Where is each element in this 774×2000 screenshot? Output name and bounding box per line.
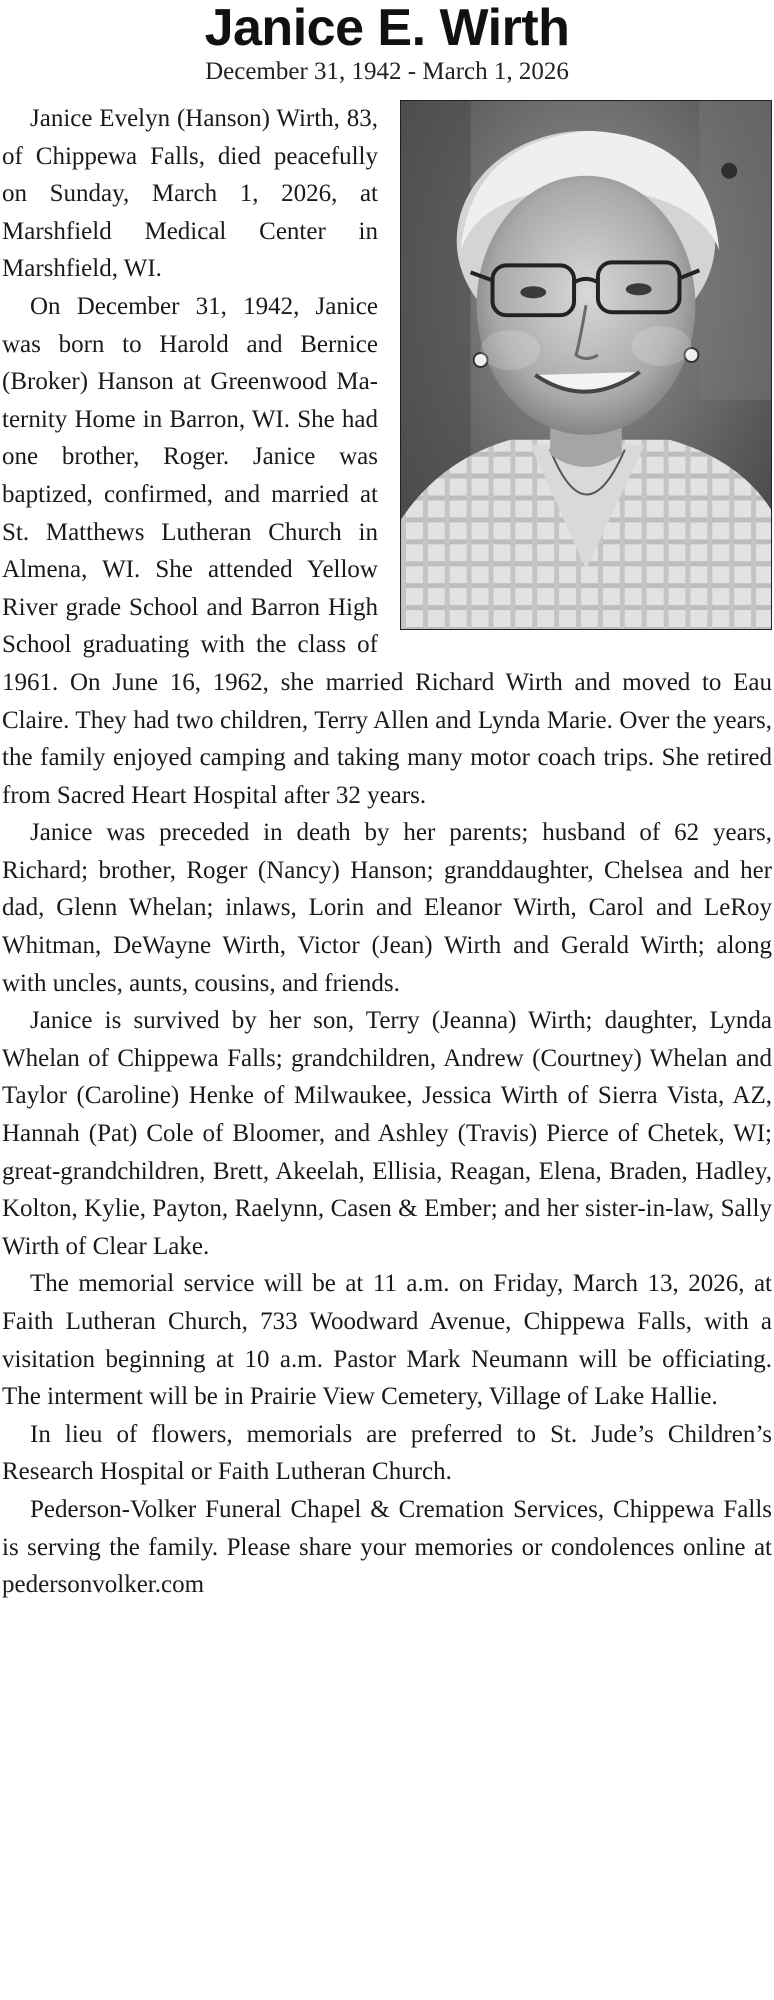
paragraph-funeral-home: Pederson-Volker Funeral Chapel & Cremation Services, Chippewa Falls is serving the family. Please share your memories or condolences online at pedersonvolker.com: [2, 1495, 772, 1599]
portrait-photo: [400, 100, 772, 630]
paragraph-death-notice: Janice Evelyn (Hanson) Wirth, 83, of Chippewa Falls, died peacefully on Sunday, March 1, 2026, at Marshfield Medical Center in Marshfield, WI.: [2, 105, 378, 283]
life-dates: December 31, 1942 - March 1, 2026: [205, 58, 569, 85]
obituary-body: [2, 100, 772, 1604]
paragraph-memorial-service: The memorial service will be at 11 a.m. on Friday, March 13, 2026, at Faith Lutheran Church, 733 Woodward Avenue, Chippewa Falls, with a visitation beginning at 10 a.m. Pastor Mark Neumann will be officiating. The interment will be in Prairie View Cemetery, Village of Lake Hallie.: [2, 1270, 772, 1411]
paragraph-survived-by: Janice is survived by her son, Terry (Jeanna) Wirth; daughter, Lynda Whelan of Chippewa Falls; grandchildren, Andrew (Courtney) Whelan and Taylor (Caroline) Henke of Milwaukee, Jessica Wirth of Sierra Vista, AZ, Hannah (Pat) Cole of Bloomer, and Ashley (Travis) Pierce of Chetek, WI; great-grandchildren, Brett, Akeelah, Ellisia, Reagan, Elena, Braden, Hadley, Kolton, Kylie, Payton, Raelynn, Casen & Ember; and her sister-in-law, Sally Wirth of Clear Lake.: [2, 1007, 772, 1260]
paragraph-early-life: On December 31, 1942, Janice was born to Harold and Bernice (Broker) Hanson at Greenwood Maternity Home in Barron, WI. She had one brother, Roger. Janice was baptized, confirmed, and married at St. Matthews Lutheran Church in Almena, WI. She attended Yellow River grade School and Barron High School graduating with the class of 1961. On June 16, 1962, she married Richard Wirth and moved to Eau Claire. They had two children, Terry Allen and Lynda Marie. Over the years, the family enjoyed camping and taking many motor coach trips. She retired from Sacred Heart Hospital after 32 years.: [2, 292, 772, 809]
obituary-name: Janice E. Wirth: [204, 0, 570, 57]
portrait-photo-image: [401, 101, 771, 629]
paragraph-preceded-in-death: Janice was preceded in death by her parents; husband of 62 years, Richard; brother, Roger (Nancy) Hanson; granddaughter, Chelsea and her dad, Glenn Whelan; inlaws, Lorin and Eleanor Wirth, Carol and LeRoy Whitman, DeWayne Wirth, Victor (Jean) Wirth and Gerald Wirth; along with uncles, aunts, cousins, and friends.: [2, 819, 772, 997]
paragraph-memorials: In lieu of flowers, memorials are preferred to St. Jude’s Children’s Research Hospital or Faith Lutheran Church.: [2, 1420, 772, 1486]
obituary-header: [2, 0, 772, 88]
